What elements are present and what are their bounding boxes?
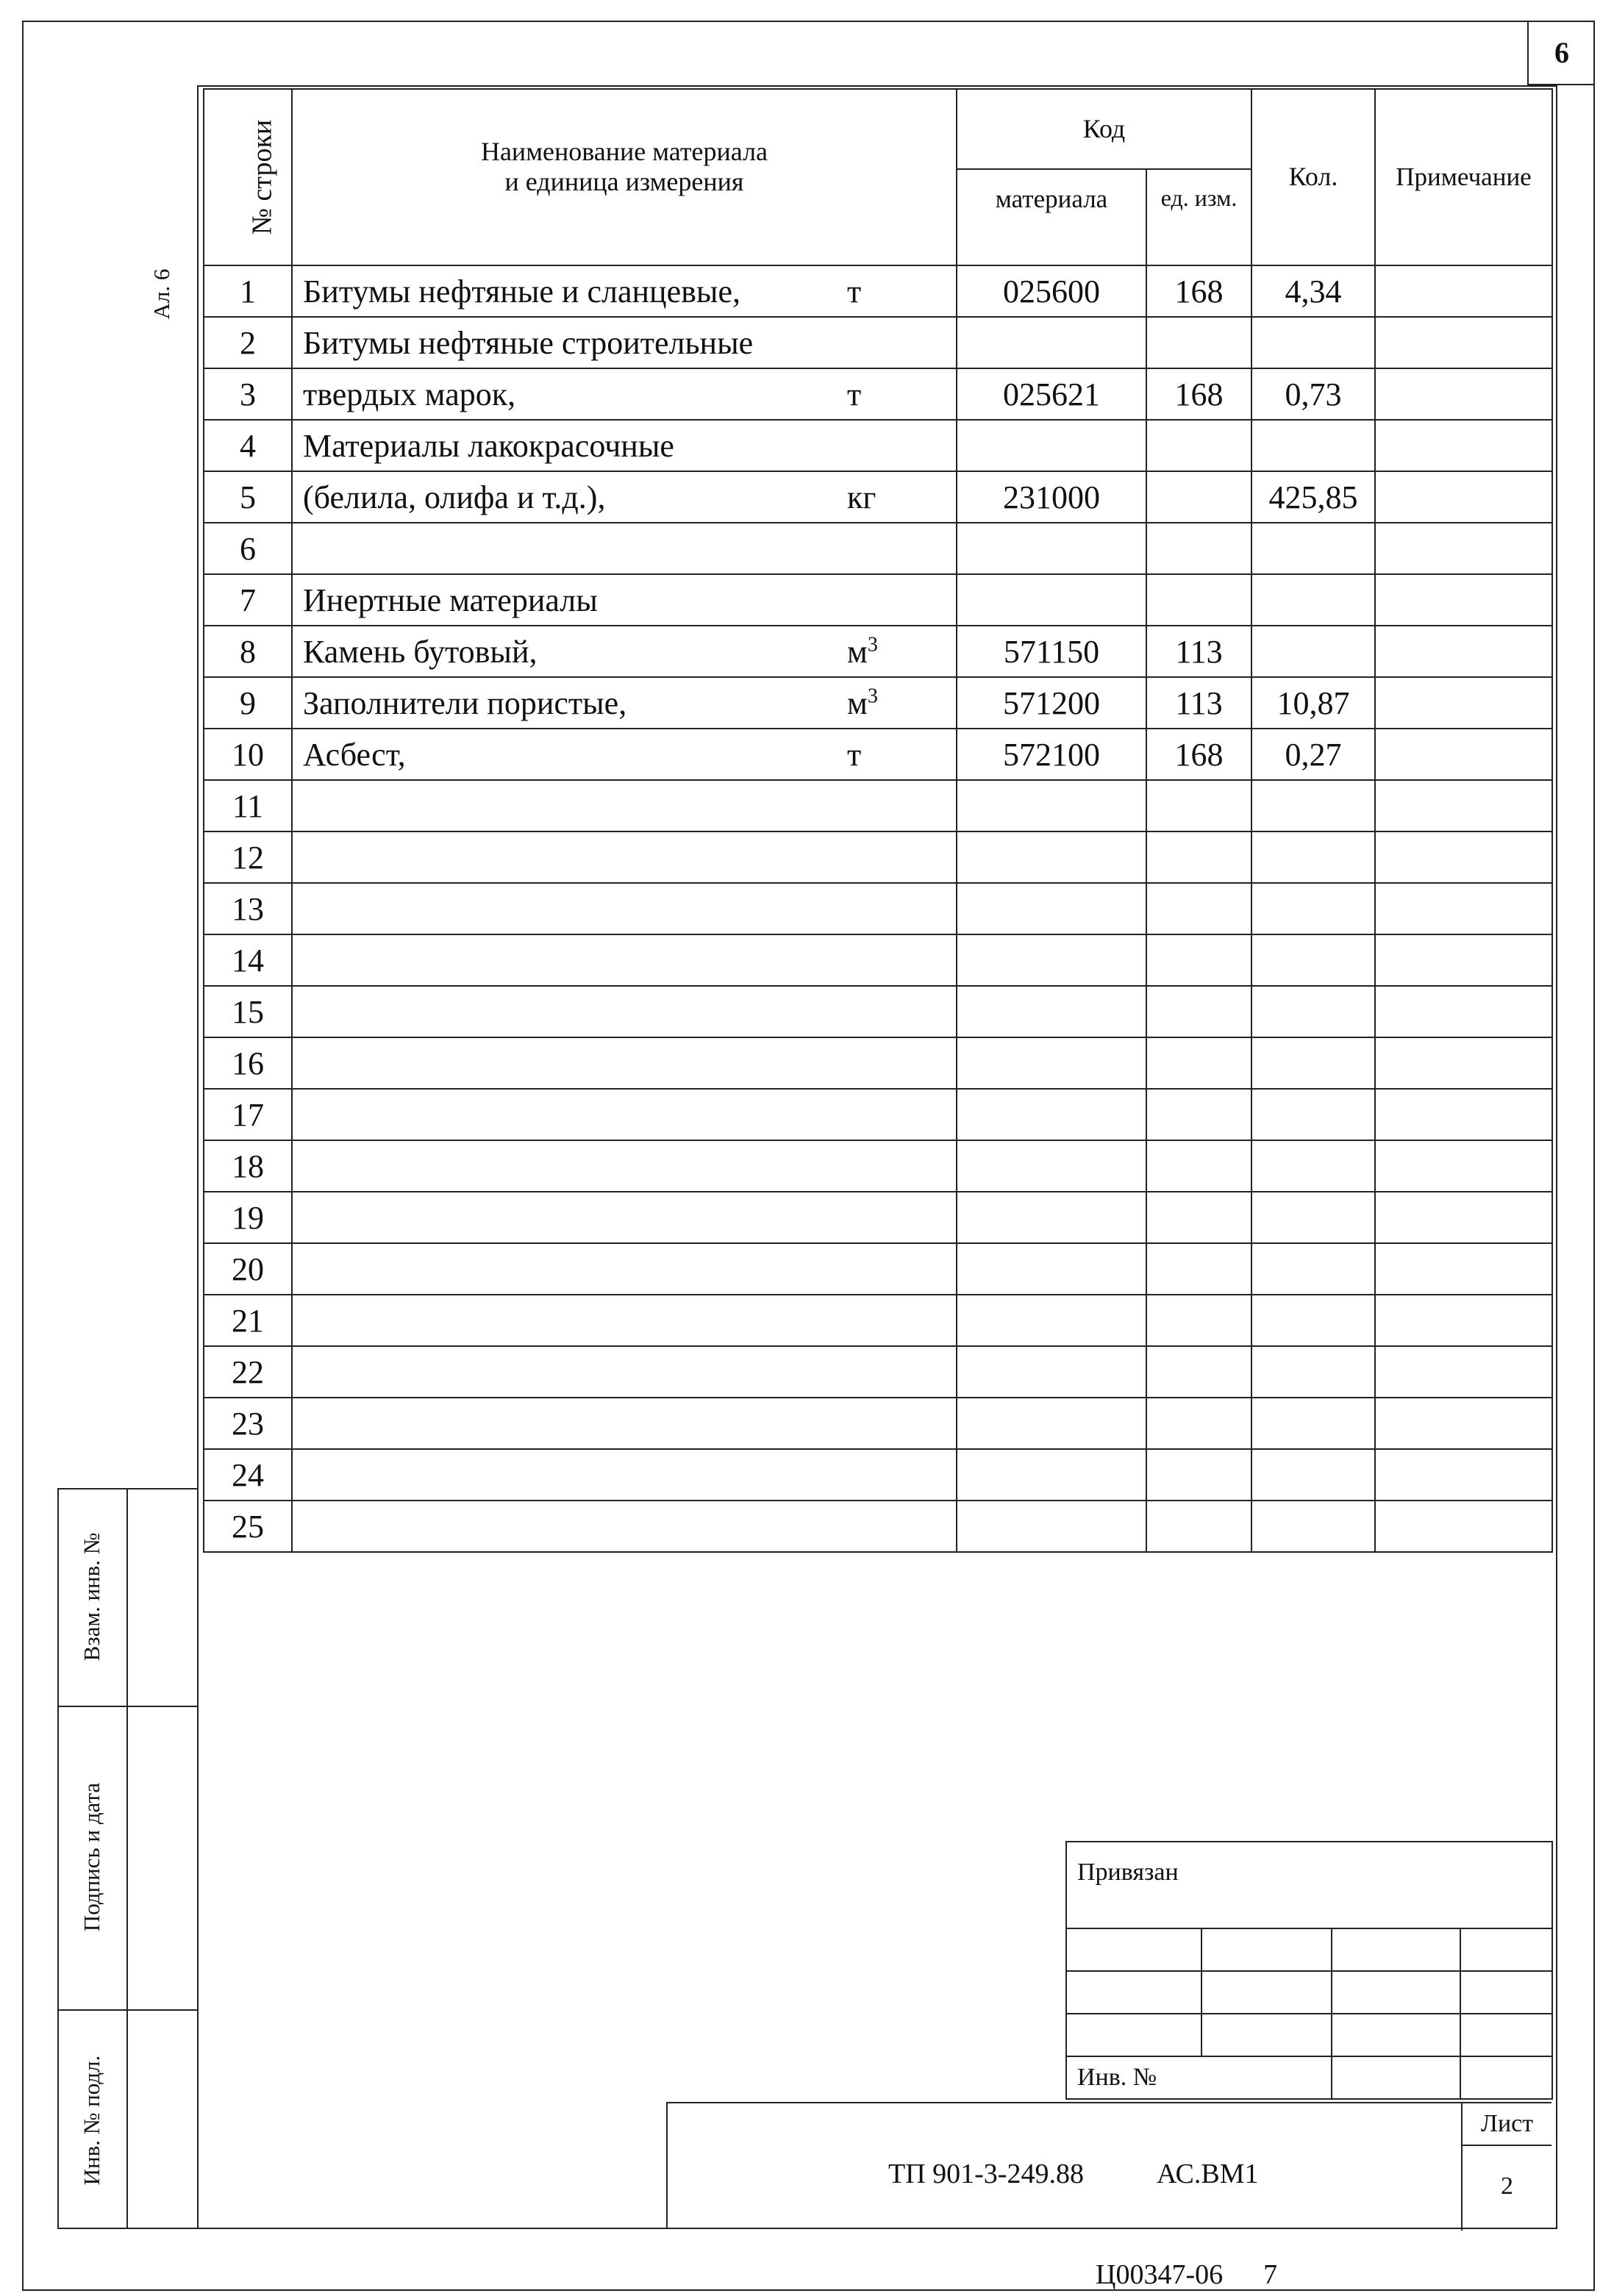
row-quantity (1251, 934, 1375, 986)
header-qty: Кол. (1251, 89, 1375, 265)
document-code: ТП 901-3-249.88 (888, 2159, 1084, 2189)
row-unit (847, 376, 950, 413)
row-quantity (1251, 420, 1375, 471)
sheet-label: Лист (1463, 2103, 1551, 2146)
row-quantity (1251, 1501, 1375, 1552)
page-number: 6 (1527, 21, 1595, 85)
row-name (292, 883, 957, 934)
row-quantity (1251, 523, 1375, 574)
row-material-code (957, 780, 1146, 832)
table-row (204, 1295, 1552, 1346)
document-suffix: АС.ВМ1 (1156, 2159, 1259, 2189)
row-quantity (1251, 883, 1375, 934)
row-note (1375, 832, 1552, 883)
archive-code: Ц00347-06 (1096, 2259, 1224, 2290)
row-quantity (1251, 626, 1375, 677)
row-note (1375, 677, 1552, 729)
row-quantity: 0,27 (1251, 729, 1375, 780)
row-material-code: 572100 (957, 729, 1146, 780)
table-row (204, 780, 1552, 832)
row-number: 8 (204, 626, 292, 677)
row-quantity: 0,73 (1251, 368, 1375, 420)
row-unit-code (1146, 780, 1251, 832)
row-name-text: Асбест, (303, 736, 406, 773)
row-unit-code (1146, 1295, 1251, 1346)
side-stamp-line2 (57, 2009, 199, 2011)
row-note (1375, 1295, 1552, 1346)
row-number: 23 (204, 1398, 292, 1449)
row-note (1375, 729, 1552, 780)
table-row (204, 1140, 1552, 1192)
row-number: 13 (204, 883, 292, 934)
header-note: Примечание (1375, 89, 1552, 265)
row-unit-code (1146, 986, 1251, 1037)
row-material-code (957, 1037, 1146, 1089)
stamp-cell (1332, 2014, 1460, 2056)
row-name (292, 1346, 957, 1398)
header-code-material: материала (957, 169, 1146, 265)
row-quantity (1251, 1243, 1375, 1295)
row-name (292, 934, 957, 986)
document-designation (888, 2158, 1259, 2190)
row-name-text: Заполнители пористые, (303, 684, 627, 721)
row-quantity: 10,87 (1251, 677, 1375, 729)
row-note (1375, 1398, 1552, 1449)
row-name (292, 1398, 957, 1449)
row-note (1375, 626, 1552, 677)
row-name (292, 420, 957, 471)
row-quantity (1251, 1140, 1375, 1192)
row-unit-sup: 3 (867, 632, 878, 656)
row-material-code (957, 934, 1146, 986)
row-name-text: твердых марок, (303, 376, 516, 412)
row-unit (847, 273, 950, 310)
row-material-code (957, 1295, 1146, 1346)
row-note (1375, 420, 1552, 471)
row-unit-code: 113 (1146, 626, 1251, 677)
header-name-line1: Наименование материала (480, 137, 768, 166)
materials-table (203, 88, 1553, 1553)
row-name (292, 368, 957, 420)
row-quantity (1251, 317, 1375, 368)
header-name-line2: и единица измерения (504, 167, 744, 197)
row-unit-text: т (847, 736, 862, 773)
stamp-cell (1201, 1971, 1332, 2014)
row-note (1375, 1037, 1552, 1089)
row-number: 25 (204, 1501, 292, 1552)
stamp-cell (1332, 1928, 1460, 1971)
archive-page: 7 (1263, 2259, 1278, 2290)
table-row (204, 626, 1552, 677)
row-quantity (1251, 986, 1375, 1037)
row-name (292, 471, 957, 523)
archive-footer (1096, 2259, 1277, 2291)
row-unit-code (1146, 420, 1251, 471)
row-note (1375, 317, 1552, 368)
row-quantity (1251, 832, 1375, 883)
stamp-privyazan: Привязан (1066, 1842, 1552, 1928)
row-name (292, 1140, 957, 1192)
row-material-code (957, 1243, 1146, 1295)
row-unit-text: т (847, 376, 862, 412)
row-number: 15 (204, 986, 292, 1037)
row-unit-code: 168 (1146, 368, 1251, 420)
stamp-cell (1460, 1928, 1552, 1971)
row-note (1375, 1449, 1552, 1501)
side-note: Ал. 6 (149, 268, 174, 320)
stamp-cell (1460, 2056, 1552, 2099)
row-name-text: Камень бутовый, (303, 633, 538, 670)
row-number: 21 (204, 1295, 292, 1346)
header-code: Код (957, 89, 1251, 169)
row-material-code (957, 832, 1146, 883)
table-row (204, 1192, 1552, 1243)
row-unit (847, 684, 950, 722)
row-name-text: Битумы нефтяные строительные (303, 324, 754, 361)
row-material-code: 231000 (957, 471, 1146, 523)
row-unit-code: 168 (1146, 729, 1251, 780)
row-name-text: Битумы нефтяные и сланцевые, (303, 273, 740, 310)
row-unit-code (1146, 1398, 1251, 1449)
row-quantity (1251, 1346, 1375, 1398)
row-unit-code (1146, 934, 1251, 986)
row-material-code (957, 574, 1146, 626)
row-number: 17 (204, 1089, 292, 1140)
row-number: 6 (204, 523, 292, 574)
row-unit (847, 736, 950, 773)
row-name (292, 1192, 957, 1243)
row-number: 12 (204, 832, 292, 883)
table-row (204, 677, 1552, 729)
row-unit-code: 168 (1146, 265, 1251, 317)
row-unit (847, 479, 950, 516)
row-unit-code (1146, 1192, 1251, 1243)
stamp-cell (1460, 1971, 1552, 2014)
table-header-row (204, 89, 1552, 169)
row-name (292, 317, 957, 368)
row-number: 2 (204, 317, 292, 368)
row-unit-code (1146, 523, 1251, 574)
row-name (292, 574, 957, 626)
table-row (204, 1398, 1552, 1449)
row-unit-sup: 3 (867, 684, 878, 707)
header-code-unit: ед. изм. (1146, 169, 1251, 265)
row-material-code (957, 1192, 1146, 1243)
row-number: 14 (204, 934, 292, 986)
row-name (292, 1501, 957, 1552)
sheet-value: 2 (1501, 2172, 1513, 2200)
row-quantity (1251, 1089, 1375, 1140)
stamp-inv-no: Инв. № (1066, 2056, 1332, 2099)
row-note (1375, 1089, 1552, 1140)
row-name (292, 626, 957, 677)
row-number: 20 (204, 1243, 292, 1295)
row-material-code (957, 1449, 1146, 1501)
row-material-code (957, 1501, 1146, 1552)
side-stamp-divider (126, 1488, 128, 2229)
sheet-box (1461, 2103, 1551, 2231)
header-name (292, 89, 957, 265)
row-number: 5 (204, 471, 292, 523)
table-row (204, 317, 1552, 368)
table-row (204, 1243, 1552, 1295)
row-material-code: 025600 (957, 265, 1146, 317)
header-row-no (204, 89, 292, 265)
stamp-cell (1066, 1928, 1201, 1971)
side-podpis-label: Подпись и дата (79, 1782, 104, 1932)
row-material-code (957, 317, 1146, 368)
row-material-code (957, 883, 1146, 934)
row-number: 7 (204, 574, 292, 626)
row-note (1375, 523, 1552, 574)
side-inv-podl-label: Инв. № подл. (79, 2055, 104, 2186)
row-unit (847, 633, 950, 670)
row-unit-code (1146, 471, 1251, 523)
table-row (204, 265, 1552, 317)
row-quantity (1251, 1295, 1375, 1346)
row-unit-code (1146, 883, 1251, 934)
row-material-code (957, 523, 1146, 574)
row-number: 16 (204, 1037, 292, 1089)
table-row (204, 1501, 1552, 1552)
row-name (292, 1449, 957, 1501)
row-unit-text: м (847, 684, 868, 721)
row-material-code: 025621 (957, 368, 1146, 420)
row-name (292, 1037, 957, 1089)
row-number: 10 (204, 729, 292, 780)
row-name (292, 1089, 957, 1140)
row-number: 11 (204, 780, 292, 832)
row-note (1375, 1192, 1552, 1243)
row-note (1375, 780, 1552, 832)
table-row (204, 368, 1552, 420)
row-name (292, 729, 957, 780)
row-note (1375, 883, 1552, 934)
table-row (204, 934, 1552, 986)
row-unit-code (1146, 1501, 1251, 1552)
row-unit-code (1146, 832, 1251, 883)
row-number: 9 (204, 677, 292, 729)
table-body (204, 265, 1552, 1552)
row-unit-code (1146, 574, 1251, 626)
row-number: 3 (204, 368, 292, 420)
stamp-cell (1332, 2056, 1460, 2099)
row-unit-code (1146, 1089, 1251, 1140)
row-quantity (1251, 1192, 1375, 1243)
table-row (204, 1037, 1552, 1089)
row-note (1375, 934, 1552, 986)
row-quantity (1251, 780, 1375, 832)
row-note (1375, 265, 1552, 317)
row-name (292, 523, 957, 574)
row-material-code: 571200 (957, 677, 1146, 729)
row-note (1375, 368, 1552, 420)
table-row (204, 471, 1552, 523)
table-row (204, 986, 1552, 1037)
row-name (292, 1295, 957, 1346)
row-quantity (1251, 1449, 1375, 1501)
table-row (204, 729, 1552, 780)
table-row (204, 574, 1552, 626)
stamp-cell (1066, 1971, 1201, 2014)
title-block (666, 2102, 1551, 2229)
stamp-cell (1066, 2014, 1201, 2056)
stamp-cell (1201, 2014, 1332, 2056)
row-unit-code (1146, 1346, 1251, 1398)
row-number: 19 (204, 1192, 292, 1243)
row-unit-code (1146, 1140, 1251, 1192)
row-note (1375, 986, 1552, 1037)
row-note (1375, 574, 1552, 626)
row-quantity: 425,85 (1251, 471, 1375, 523)
side-stamp-line1 (57, 1706, 199, 1707)
table-row (204, 1449, 1552, 1501)
row-unit-text: т (847, 273, 862, 310)
row-unit-text: м (847, 633, 868, 670)
side-vzam-label: Взам. инв. № (79, 1532, 104, 1662)
header-row-no-label: № строки (246, 119, 278, 235)
stamp-cell (1460, 2014, 1552, 2056)
row-note (1375, 1140, 1552, 1192)
row-note (1375, 1501, 1552, 1552)
row-name-text: Инертные материалы (303, 582, 598, 618)
binding-stamp (1065, 1841, 1553, 2100)
row-quantity (1251, 1398, 1375, 1449)
table-row (204, 832, 1552, 883)
row-name (292, 677, 957, 729)
row-quantity: 4,34 (1251, 265, 1375, 317)
stamp-cell (1201, 1928, 1332, 1971)
row-name-text: Материалы лакокрасочные (303, 427, 674, 464)
row-note (1375, 471, 1552, 523)
row-quantity (1251, 1037, 1375, 1089)
table-row (204, 883, 1552, 934)
row-name (292, 265, 957, 317)
row-unit-code (1146, 1243, 1251, 1295)
row-material-code (957, 1398, 1146, 1449)
row-unit-code (1146, 1449, 1251, 1501)
table-row (204, 1346, 1552, 1398)
row-material-code (957, 1140, 1146, 1192)
row-material-code (957, 1089, 1146, 1140)
row-unit-code (1146, 317, 1251, 368)
stamp-cell (1332, 1971, 1460, 2014)
row-name (292, 780, 957, 832)
row-number: 4 (204, 420, 292, 471)
row-number: 1 (204, 265, 292, 317)
row-material-code (957, 986, 1146, 1037)
row-name-text: (белила, олифа и т.д.), (303, 479, 606, 515)
row-name (292, 986, 957, 1037)
table-row (204, 1089, 1552, 1140)
row-quantity (1251, 574, 1375, 626)
row-number: 22 (204, 1346, 292, 1398)
row-name (292, 1243, 957, 1295)
row-unit-code (1146, 1037, 1251, 1089)
table-row (204, 523, 1552, 574)
row-number: 24 (204, 1449, 292, 1501)
row-number: 18 (204, 1140, 292, 1192)
table-row (204, 420, 1552, 471)
row-name (292, 832, 957, 883)
row-unit-code: 113 (1146, 677, 1251, 729)
row-note (1375, 1243, 1552, 1295)
row-unit-text: кг (847, 479, 876, 515)
row-material-code: 571150 (957, 626, 1146, 677)
row-material-code (957, 420, 1146, 471)
row-material-code (957, 1346, 1146, 1398)
row-note (1375, 1346, 1552, 1398)
